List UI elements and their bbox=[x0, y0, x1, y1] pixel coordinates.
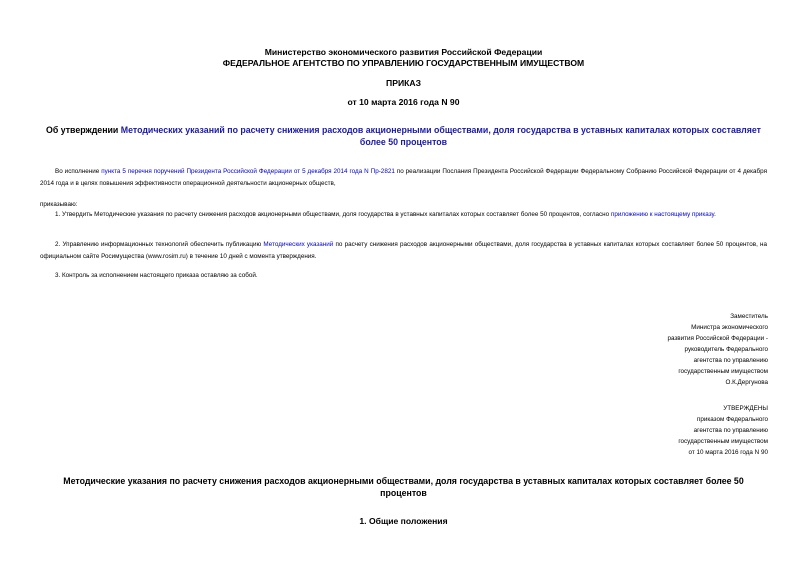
intro-pre: Во исполнение bbox=[55, 168, 102, 175]
section-heading: 1. Общие положения bbox=[359, 516, 448, 526]
signature-line: государственным имуществом bbox=[678, 368, 768, 375]
item-1-link[interactable]: приложению к настоящему приказу bbox=[610, 211, 715, 218]
appendix-title: Методические указания по расчету снижения расходов акционерными обществами, доля государства в уставных капиталах которых составляет более 50 процентов bbox=[63, 476, 744, 498]
signature-line: агентства по управлению bbox=[693, 357, 768, 364]
doc-type: ПРИКАЗ bbox=[386, 78, 421, 88]
signature-block bbox=[560, 311, 768, 388]
item-3: 3. Контроль за исполнением настоящего приказа оставляю за собой. bbox=[55, 272, 258, 279]
signature-line: Министра экономического bbox=[691, 324, 768, 331]
agency-name: ФЕДЕРАЛЬНОЕ АГЕНТСТВО ПО УПРАВЛЕНИЮ ГОСУДАРСТВЕННЫМ ИМУЩЕСТВОМ bbox=[222, 58, 585, 68]
order-title bbox=[40, 125, 767, 148]
item-1 bbox=[40, 209, 767, 221]
approval-line: агентства по управлению bbox=[693, 427, 768, 434]
item-2-pre: 2. Управлению информационных технологий обеспечить публикацию bbox=[55, 241, 264, 248]
approval-block bbox=[560, 403, 768, 458]
ministry-name: Министерство экономического развития Российской Федерации bbox=[264, 47, 543, 57]
item-2 bbox=[40, 239, 767, 262]
intro-link[interactable]: пункта 5 перечня поручений Президента Российской Федерации от 5 декабря 2014 года N Пр-2821 bbox=[101, 168, 395, 175]
approval-line: от 10 марта 2016 года N 90 bbox=[688, 449, 768, 456]
item-2-post: по расчету снижения расходов акционерными обществами, доля государства в уставных капиталах которых составляет более 50 процентов, на официальном сайте Росимущества (www.rosim.ru) в течение 10 дней с момента утверждения. bbox=[40, 241, 768, 260]
order-word: приказываю: bbox=[40, 201, 78, 208]
approval-line: УТВЕРЖДЕНЫ bbox=[723, 405, 768, 412]
approval-line: государственным имуществом bbox=[678, 438, 768, 445]
item-1-pre: 1. Утвердить Методические указания по расчету снижения расходов акционерными обществами, доля государства в уставных капиталах которых составляет более 50 процентов, согласно bbox=[55, 211, 611, 218]
item-2-link[interactable]: Методических указаний bbox=[263, 241, 334, 248]
item-1-post: . bbox=[714, 211, 716, 218]
doc-date: от 10 марта 2016 года N 90 bbox=[347, 97, 460, 107]
signature-line: Заместитель bbox=[730, 313, 768, 320]
title-prefix: Об утверждении bbox=[46, 125, 121, 135]
signature-line: руководитель Федерального bbox=[684, 346, 768, 353]
signer-name: О.К.Дергунова bbox=[725, 379, 768, 386]
intro-paragraph bbox=[40, 166, 767, 189]
signature-line: развития Российской Федерации - bbox=[667, 335, 768, 342]
approval-line: приказом Федерального bbox=[696, 416, 768, 423]
title-link[interactable]: Методических указаний по расчету снижения расходов акционерными обществами, доля государства в уставных капиталах которых составляет более 50 процентов bbox=[120, 125, 761, 147]
intro-post: по реализации Послания Президента Российской Федерации Федеральному Собранию Российской Федерации от 4 декабря 2014 года и в целях повышения эффективности операционной деятельности акционерных обществ, bbox=[40, 168, 767, 187]
